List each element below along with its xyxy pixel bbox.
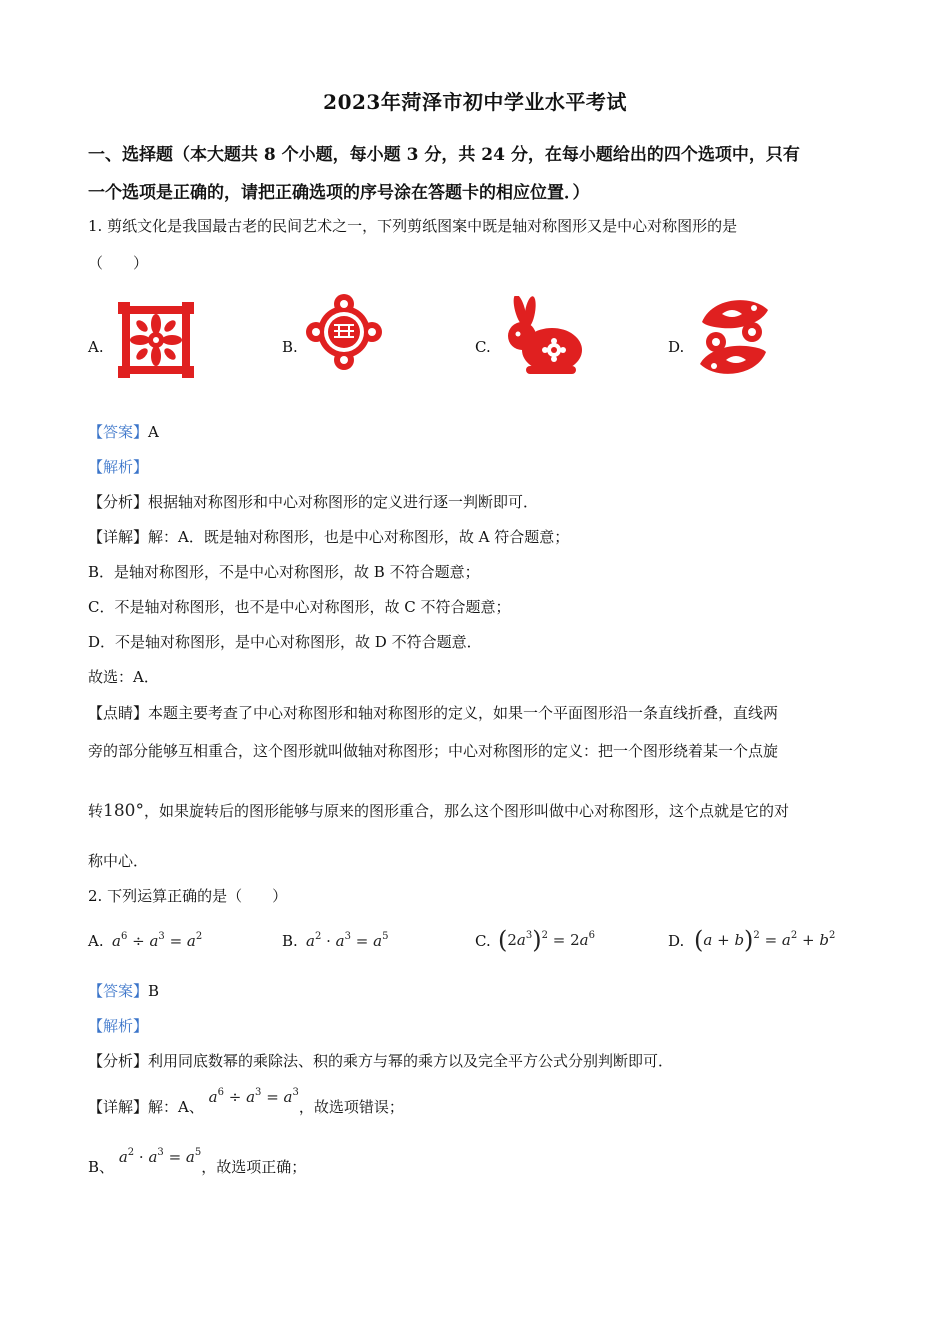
xiangjie-tag: 【详解】	[88, 528, 149, 546]
papercut-c-image	[496, 296, 586, 380]
q1-analysis-tag: 【解析】	[88, 458, 149, 476]
q1-option-c-label: C.	[475, 338, 491, 356]
answer-tag: 【答案】	[88, 982, 149, 1000]
q1-dianjing-3-post: ，如果旋转后的图形能够与原来的图形重合，那么这个图形叫做中心对称图形，这个点就是它的对	[143, 802, 789, 820]
fenxi-tag: 【分析】	[88, 493, 149, 511]
q2-fenxi-text: 利用同底数幂的乘除法、积的乘方与幂的乘方以及完全平方公式分别判断即可．	[148, 1052, 674, 1070]
q1-dianjing-1	[88, 702, 778, 723]
xiangjie-tag: 【详解】	[88, 1098, 149, 1116]
q2-line-b	[88, 1147, 307, 1177]
papercut-b-image	[304, 292, 384, 372]
q2-xiangjie-formula: $a^6 \div a^3 = a^3$	[208, 1087, 299, 1106]
q1-dianjing-3-degree: 180°	[103, 801, 144, 821]
papercut-a-image	[118, 302, 194, 378]
q1-line-b: B．是轴对称图形，不是中心对称图形，故 B 不符合题意；	[88, 563, 480, 581]
answer-tag: 【答案】	[88, 423, 149, 441]
dianjing-tag: 【点睛】	[88, 704, 149, 722]
q2-option-c-formula: $(2a^3)^2 = 2a^6$	[498, 926, 595, 954]
q2-line-b-post: ，故选项正确；	[201, 1158, 307, 1176]
q1-option-a-label: A.	[88, 338, 104, 356]
q1-fenxi-text: 根据轴对称图形和中心对称图形的定义进行逐一判断即可．	[148, 493, 539, 511]
fenxi-tag: 【分析】	[88, 1052, 149, 1070]
q2-option-c-label: C.	[475, 932, 491, 950]
q1-dianjing-2: 旁的部分能够互相重合，这个图形就叫做轴对称图形；中心对称图形的定义：把一个图形绕着某一个点旋	[88, 742, 779, 760]
page-title: 2023年菏泽市初中学业水平考试	[323, 90, 627, 114]
q1-choose: 故选：A．	[88, 668, 159, 686]
q2-option-a-label: A.	[88, 932, 104, 950]
q1-answer-row	[88, 421, 159, 442]
q2-xiangjie-post: ，故选项错误；	[298, 1098, 404, 1116]
q2-option-a-formula: $a^6 \div a^3 = a^2$	[112, 931, 203, 950]
q1-answer-value: A	[148, 423, 159, 441]
q1-fenxi	[88, 491, 538, 512]
q2-option-d-label: D.	[668, 932, 685, 950]
q1-paren: （ ）	[88, 254, 149, 272]
q2-analysis-tag: 【解析】	[88, 1017, 149, 1035]
q2-answer-row	[88, 980, 159, 1001]
q1-line-d: D．不是轴对称图形，是中心对称图形，故 D 不符合题意．	[88, 633, 482, 651]
q2-stem: 2. 下列运算正确的是（ ）	[88, 887, 288, 905]
q1-line-c: C．不是轴对称图形，也不是中心对称图形，故 C 不符合题意；	[88, 598, 511, 616]
section-header-line1: 一、选择题（本大题共 8 个小题，每小题 3 分，共 24 分，在每小题给出的四个选项中，只有	[88, 145, 800, 165]
q1-xiangjie	[88, 526, 569, 547]
q2-line-b-formula: $a^2 \cdot a^3 = a^5$	[118, 1147, 202, 1166]
q1-dianjing-text-1: 本题主要考查了中心对称图形和轴对称图形的定义，如果一个平面图形沿一条直线折叠，直线两	[148, 704, 779, 722]
q2-option-b-label: B.	[282, 932, 298, 950]
q2-option-b-formula: $a^2 \cdot a^3 = a^5$	[306, 931, 389, 950]
q1-stem: 1. 剪纸文化是我国最古老的民间艺术之一，下列剪纸图案中既是轴对称图形又是中心对称图形的是	[88, 217, 738, 235]
q2-fenxi	[88, 1050, 673, 1071]
papercut-d-image	[692, 292, 776, 382]
q2-line-b-pre: B、	[88, 1158, 115, 1176]
q2-xiangjie	[88, 1087, 404, 1117]
q1-dianjing-3-pre: 转	[88, 802, 104, 820]
q1-option-b-label: B.	[282, 338, 298, 356]
q1-xiangjie-text: 解：A．既是轴对称图形，也是中心对称图形，故 A 符合题意；	[148, 528, 570, 546]
q2-answer-value: B	[148, 982, 160, 1000]
q1-dianjing-4: 称中心．	[88, 852, 149, 870]
q2-option-d-formula: $(a + b)^2 = a^2 + b^2$	[694, 926, 836, 954]
q1-dianjing-3	[88, 800, 789, 821]
q1-option-d-label: D.	[668, 338, 685, 356]
q2-xiangjie-pre: 解：A、	[148, 1098, 204, 1116]
section-header-line2: 一个选项是正确的，请把正确选项的序号涂在答题卡的相应位置．）	[88, 183, 590, 203]
